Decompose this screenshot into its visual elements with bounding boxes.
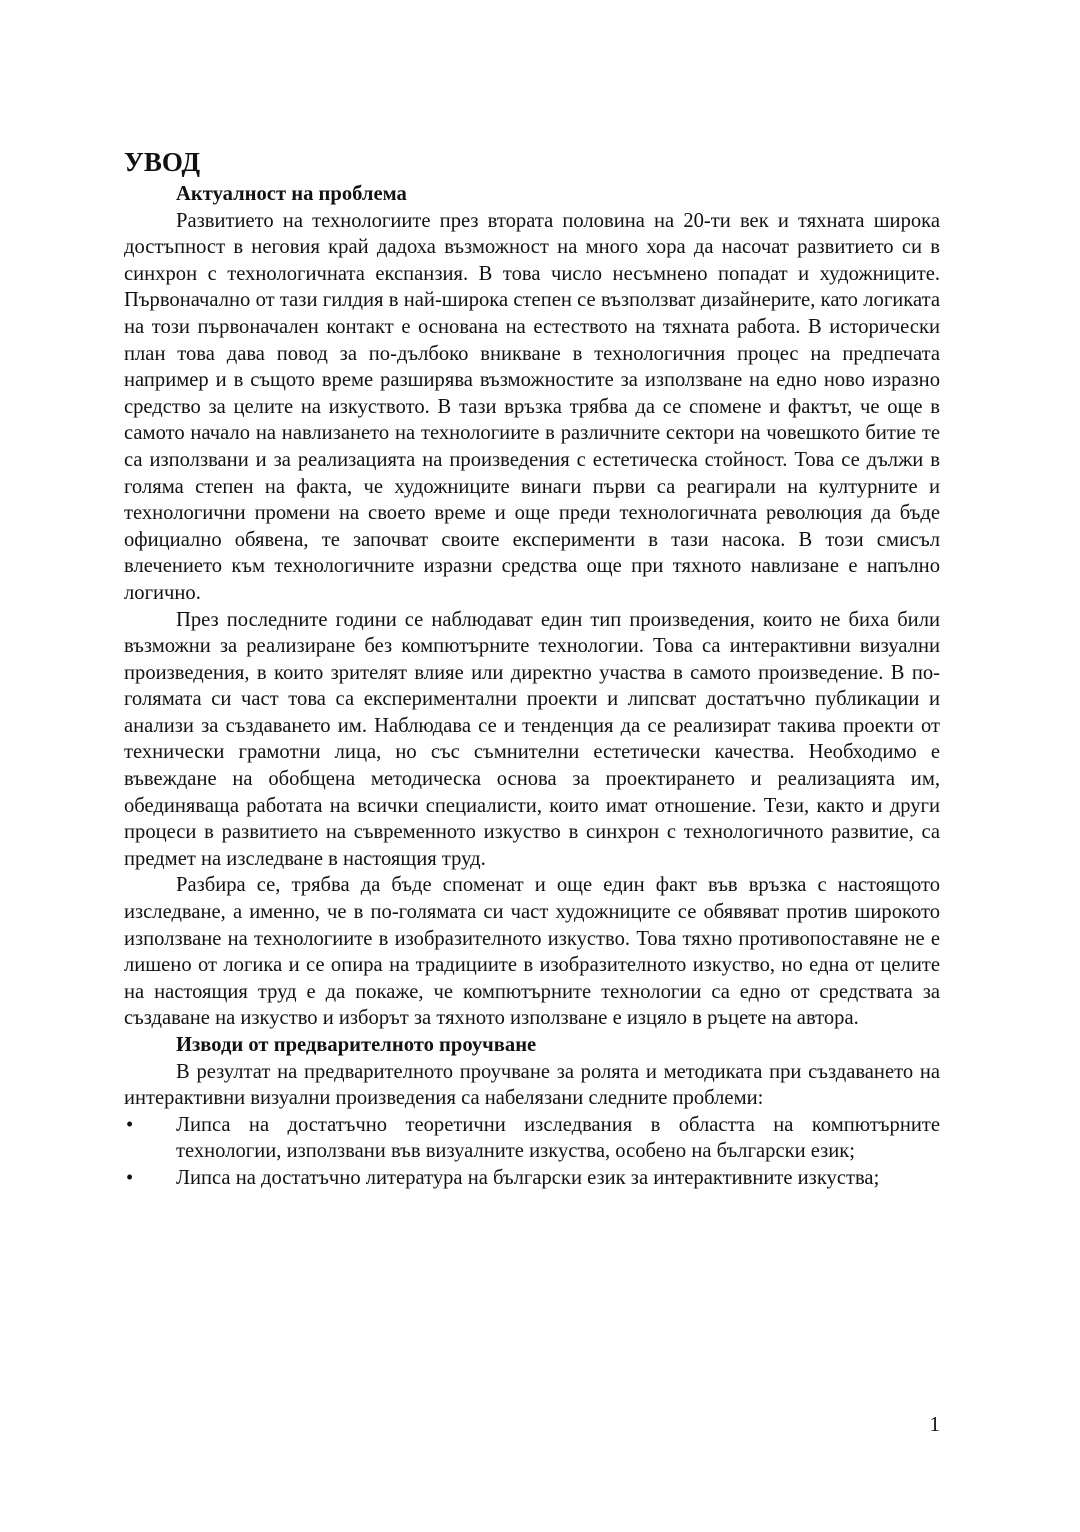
bullet-icon: • (126, 1166, 134, 1189)
paragraph-3: Разбира се, трябва да бъде споменат и още един факт във връзка с настоящото изследване, а именно, че в по-голямата си част художниците се обявяват против широкото използване на технологиите в изобразителното изкуство. Това тяхно противопоставяне не е лишено от логика и се опира на традициите в изобразителното изкуство, но една от целите на настоящия труд е да покаже, че компютърните технологии са едно от средствата за създаване на изкуство и изборът за тяхното използване е изцяло в ръцете на автора. (124, 874, 940, 1030)
section-heading-relevance: Актуалност на проблема (176, 183, 407, 205)
page-number: 1 (929, 1412, 940, 1436)
list-item-text: Липса на достатъчно литература на български език за интерактивните изкуства; (176, 1166, 880, 1189)
document-page (124, 143, 940, 1192)
list-item (124, 1112, 940, 1165)
chapter-title: УВОД (124, 147, 201, 177)
paragraph-1: Развитието на технологиите през втората половина на 20-ти век и тяхната широка достъпност в неговия край дадоха възможност на много хора да насочат развитието си в синхрон с технологичната експанзия. В това число несъмнено попадат и художниците. Първоначално от тази гилдия в най-широка степен се възползват дизайнерите, като логиката на този първоначален контакт е основана на естеството на тяхната работа. В исторически план това дава повод за по-дълбоко вникване в технологичния процес на предпечата например и в същото време разширява възможностите за използване на едно ново изразно средство за целите на изкуството. В тази връзка трябва да се спомене и фактът, че още в самото начало на навлизането на технологиите в различните сектори на човешкото битие те са използвани и за реализацията на произведения с естетическа стойност. Това се дължи в голяма степен на факта, че художниците винаги първи са реагирали на културните и технологични промени на своето време и още преди технологичната революция да бъде официално обявена, те започват своите експерименти в тази насока. В този смисъл влечението към технологичните изразни средства още при тяхното навлизане е напълно логично. (124, 209, 940, 604)
bullet-icon: • (126, 1113, 134, 1136)
list-item-text: Липса на достатъчно теоретични изследвания в областта на компютърните технологии, използвани във визуалните изкуства, особено на български език; (176, 1113, 940, 1163)
list-item (124, 1165, 940, 1192)
paragraph-4: В резултат на предварителното проучване за ролята и методиката при създаването на интерактивни визуални произведения са набелязани следните проблеми: (124, 1060, 940, 1110)
problems-list (124, 1112, 940, 1192)
section-heading-conclusions: Изводи от предварителното проучване (176, 1034, 537, 1056)
paragraph-2: През последните години се наблюдават един тип произведения, които не биха били възможни за реализиране без компютърните технологии. Това са интерактивни визуални произведения, в които зрителят влияе или директно участва в самото произведение. В по-голямата си част това са експериментални проекти и липсват достатъчно публикации и анализи за създаването им. Наблюдава се и тенденция да се реализират такива проекти от технически грамотни лица, но със съмнителни естетически качества. Необходимо е въвеждане на обобщена методическа основа за проектирането и реализацията им, обединяваща работата на всички специалисти, които имат отношение. Тези, както и други процеси в развитието на съвременното изкуство в синхрон с технологичното развитие, са предмет на изследване в настоящия труд. (124, 608, 940, 870)
